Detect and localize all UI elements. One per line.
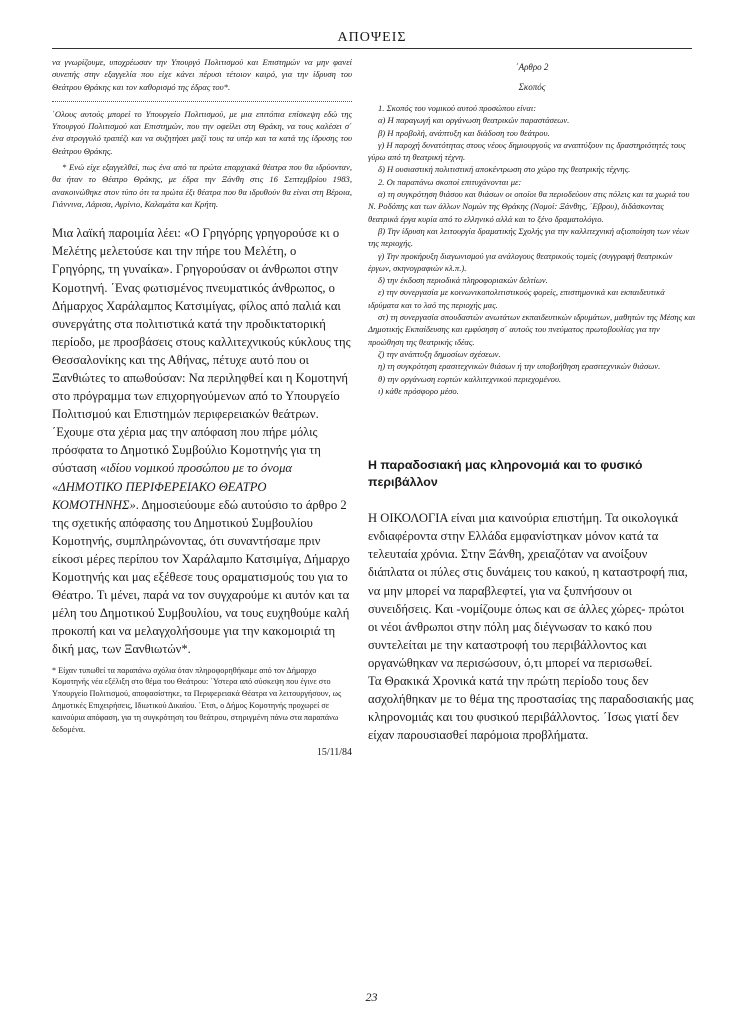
right-column (368, 56, 696, 744)
article-subtitle: Σκοπός (518, 82, 546, 92)
section-paragraph-2: Τα Θρακικά Χρονικά κατά την πρώτη περίοδο τους δεν ασχολήθηκαν με το θέμα της προστασίας της παραδοσιακής μας κληρονομιάς και του φυσικού περιβάλλοντος. ΄Ισως γιατί δεν είχαν παρουσιασθεί παρόμοια προβλήματα. (368, 673, 694, 743)
article-line: η) τη συγκρότηση ερασιτεχνικών θιάσων ή την υποβοήθηση ερασιτεχνικών θιάσων. (378, 361, 661, 372)
header-rule (52, 48, 692, 49)
article-line: θ) την οργάνωση εορτών καλλιτεχνικού περιεχομένου. (378, 373, 562, 384)
article-line: α) Η παραγωγή και οργάνωση θεατρικών παραστάσεων. (378, 115, 570, 126)
body-paragraph-2 (52, 423, 352, 658)
intro-footnote: * Ενώ είχε εξαγγελθεί, πως ένα από τα πρώτα επαρχιακά θέατρα που θα ιδρύονταν, θα ήταν το Θέατρο Θράκης, με έδρα την Ξάνθη στις 16 Σεπτεμβρίου 1983, ανακοινώθηκε στον τύπο ότι τα πρώτα έξι θέατρα που θα ιδρυθούν θα είναι στη Βέροια, Γιάννινα, Λάρισα, Αγρίνιο, Καλαμάτα και Κρήτη. (52, 162, 352, 209)
article-line: 1. Σκοπός του νομικού αυτού προσώπου είναι: (378, 103, 537, 113)
body-paragraph-2-end: . Δημοσιεύουμε εδώ αυτούσιο το άρθρο 2 της σχετικής απόφασης του Δημοτικού Συμβουλίου Κομοτηνής, συμπληρώνοντας, ότι συναντήσαμε πριν είκοσι μέρες περίπου τον Χαράλαμπο Κατσιμίγα, Δήμαρχο Κομοτηνής και μας εξέθεσε τους οραματισμούς του για το Θέατρο. Τι μένει, παρά να τον συγχαρούμε κι αυτόν και τα μέλη του Δημοτικού Συμβουλίου, να τους ευχηθούμε καλή προκοπή και να μελαγχολήσουμε για την κακομοιριά τη δική μας, των Ξανθιωτών*. (52, 497, 350, 657)
article-line: γ) Την προκήρυξη διαγωνισμού για ανάλογους θεατρικούς τομείς (συγγραφή θεατρικών έργων, σκηνογραφιών κλ.π.). (368, 250, 673, 273)
page-number: 23 (365, 990, 378, 1004)
intro-paragraph-2: ΄Ολους αυτούς μπορεί το Υπουργείο Πολιτισμού, με μια επιτόπια επίσκεψη εδώ της Υπουργού Πολιτισμού και Επιστημών, που την οφείλει στη Θράκη, να τους καλέσει σ΄ ένα στρογγυλό τραπέζι και να συζητήσει μαζί τους τα υπέρ και τα κατά της ίδρυσης του Θεάτρου Θράκης. (52, 108, 352, 156)
intro-paragraph-1: να γνωρίζουμε, υποχρέωσαν την Υπουργό Πολιτισμού και Επιστημών να μην φανεί συνεπής στην εξαγγελία που είχε κάνει πέρυσι τέτοιον καιρό, για την ίδρυση του Θεάτρου Θράκης και τον καθορισμό της έδρας του*. (52, 57, 352, 92)
article-line: δ) Η ουσιαστική πολιτιστική αποκέντρωση στο χώρο της θεατρικής τέχνης. (378, 164, 631, 175)
article-line: α) τη συγκρότηση θιάσου και θιάσων οι οποίοι θα περιοδεύουν στις πόλεις και τα χωριά του Ν. Ροδόπης και των άλλων Νομών της Θράκης (Νομοί: Ξάνθης, ΄Εβρου), διδάσκοντας θεατρικά έργα κυρία από το ελληνικό αλλά και το ξένο δραματολόγιο. (368, 189, 690, 224)
article-line: 2. Οι παραπάνω σκοποί επιτυχάνονται με: (378, 176, 522, 187)
article-line: ε) την συνεργασία με κοινωνικοπολιτιστικούς φορείς, επιστημονικά και εκπαιδευτικά ιδρύματα και το λαό της περιοχής μας. (368, 287, 665, 310)
body-paragraph-2-start: ΄Εχουμε στα χέρια μας την απόφαση που πήρε μόλις πρόσφατα το Δημοτικό Συμβούλιο Κομοτηνής για τη σύσταση « (52, 425, 321, 476)
date-stamp: 15/11/84 (316, 747, 352, 759)
article-title: ΄Αρθρο 2 (515, 62, 549, 72)
body-paragraph-2-quote: ιδίου νομικού προσώπου με το όνομα «ΔΗΜΟΤΙΚΟ ΠΕΡΙΦΕΡΕΙΑΚΟ ΘΕΑΤΡΟ ΚΟΜΟΤΗΝΗΣ» (52, 461, 293, 512)
body-paragraph-1: Μια λαϊκή παροιμία λέει: «Ο Γρηγόρης γρηγορούσε κι ο Μελέτης μελετούσε και την πήρε του Μελέτη, ο Γρηγόρης, τη γυναίκα». Γρηγορούσαν οι άνθρωποι στην Κομοτηνή. ΄Ενας φωτισμένος πνευματικός άνθρωπος, ο Δήμαρχος Χαράλαμπος Κατσιμίγας, φίλος από παλιά και συνεργάτης στα πολιτιστικά κατά την προδικτατορική περίοδο, με προσβάσεις στους καλλιτεχνικούς κύκλους της Θεσσαλονίκης και της Αθήνας, πέτυχε αυτό που οι Ξανθιώτες το απωθούσαν: Να περιληφθεί και η Κομοτηνή στο πρόγραμμα των επιχορηγούμενων από το Υπουργείο Πολιτισμού και Επιστημών περιφερειακών θεάτρων. (52, 226, 351, 422)
article-line: β) Την ίδρυση και λειτουργία δραματικής Σχολής για την καλλιτεχνική αξιοποίηση των νέων της περιοχής. (368, 225, 690, 249)
article-line: β) Η προβολή, ανάπτυξη και διάδοση του θεάτρου. (378, 127, 550, 138)
article-line: στ) τη συνεργασία σπουδαστών ανωτάτων εκπαιδευτικών ιδρυμάτων, μαθητών της Μέσης και Δημοτικής Εκπαίδευσης και εμφύσηση σ΄ αυτούς του πνεύματος πρωτοβουλίας για την προώθηση της θεατρικής ιδέας. (368, 312, 696, 347)
left-column (52, 56, 352, 758)
article-line: δ) την έκδοση περιοδικά πληροφοριακών δελτίων. (378, 275, 548, 286)
article-line: ζ) την ανάπτυξη δημοσίων σχέσεων. (378, 348, 501, 359)
dotted-separator (52, 101, 352, 102)
section-title: Η παραδοσιακή μας κληρονομιά και το φυσικό περιβάλλον (368, 458, 643, 490)
footnote: * Είχαν τυπωθεί τα παραπάνω σχόλια όταν πληροφορηθήκαμε από τον Δήμαρχο Κομοτηνής νέα εξέλιξη στο θέμα του Θεάτρου: ΄Υστερα από σύσκεψη που έγινε στο Υπουργείο Πολιτισμού, αποφασίστηκε, τα Περιφερειακά Θέατρα να λειτουργήσουν, ως Δημοτικές Επιχειρήσεις, Ιδιωτικού Δικαίου. ΄Ετσι, ο Δήμος Κομοτηνής προχωρεί σε καινούρια απόφαση, για τη συγκρότηση του θεάτρου, στηριγμένη πάνω στα παραπάνω δεδομένα. (52, 665, 342, 734)
article-line: ι) κάθε πρόσφορο μέσο. (378, 385, 459, 396)
page-header-title: ΑΠΟΨΕΙΣ (337, 30, 407, 45)
section-paragraph-1: Η ΟΙΚΟΛΟΓΙΑ είναι μια καινούρια επιστήμη. Τα οικολογικά ενδιαφέροντα στην Ελλάδα εμφανίστηκαν μόνον κατά τα τελευταία χρόνια. Στην Ξάνθη, χρειαζόταν να ανοίξουν διάπλατα οι πύλες στις δυνάμεις του κακού, η καταστροφή πια, να μην μπορεί να παραβλεφτεί, για να ξυπνήσουν οι συνειδήσεις. Και -νομίζουμε όπως και σε άλλες χώρες- πρώτοι οι νέοι άνθρωποι στην πόλη μας διέγνωσαν το κακό που συντελείται με την καταστροφή του περιβάλλοντος και οργανώθηκαν να περισώσουν, ό,τι μπορεί να περισωθεί. (368, 511, 688, 670)
article-line: γ) Η παροχή δυνατότητας στους νέους δημιουργούς να αναπτύξουν τις δραστηριότητές τους γύρω από τη θεατρική τέχνη. (368, 139, 686, 163)
